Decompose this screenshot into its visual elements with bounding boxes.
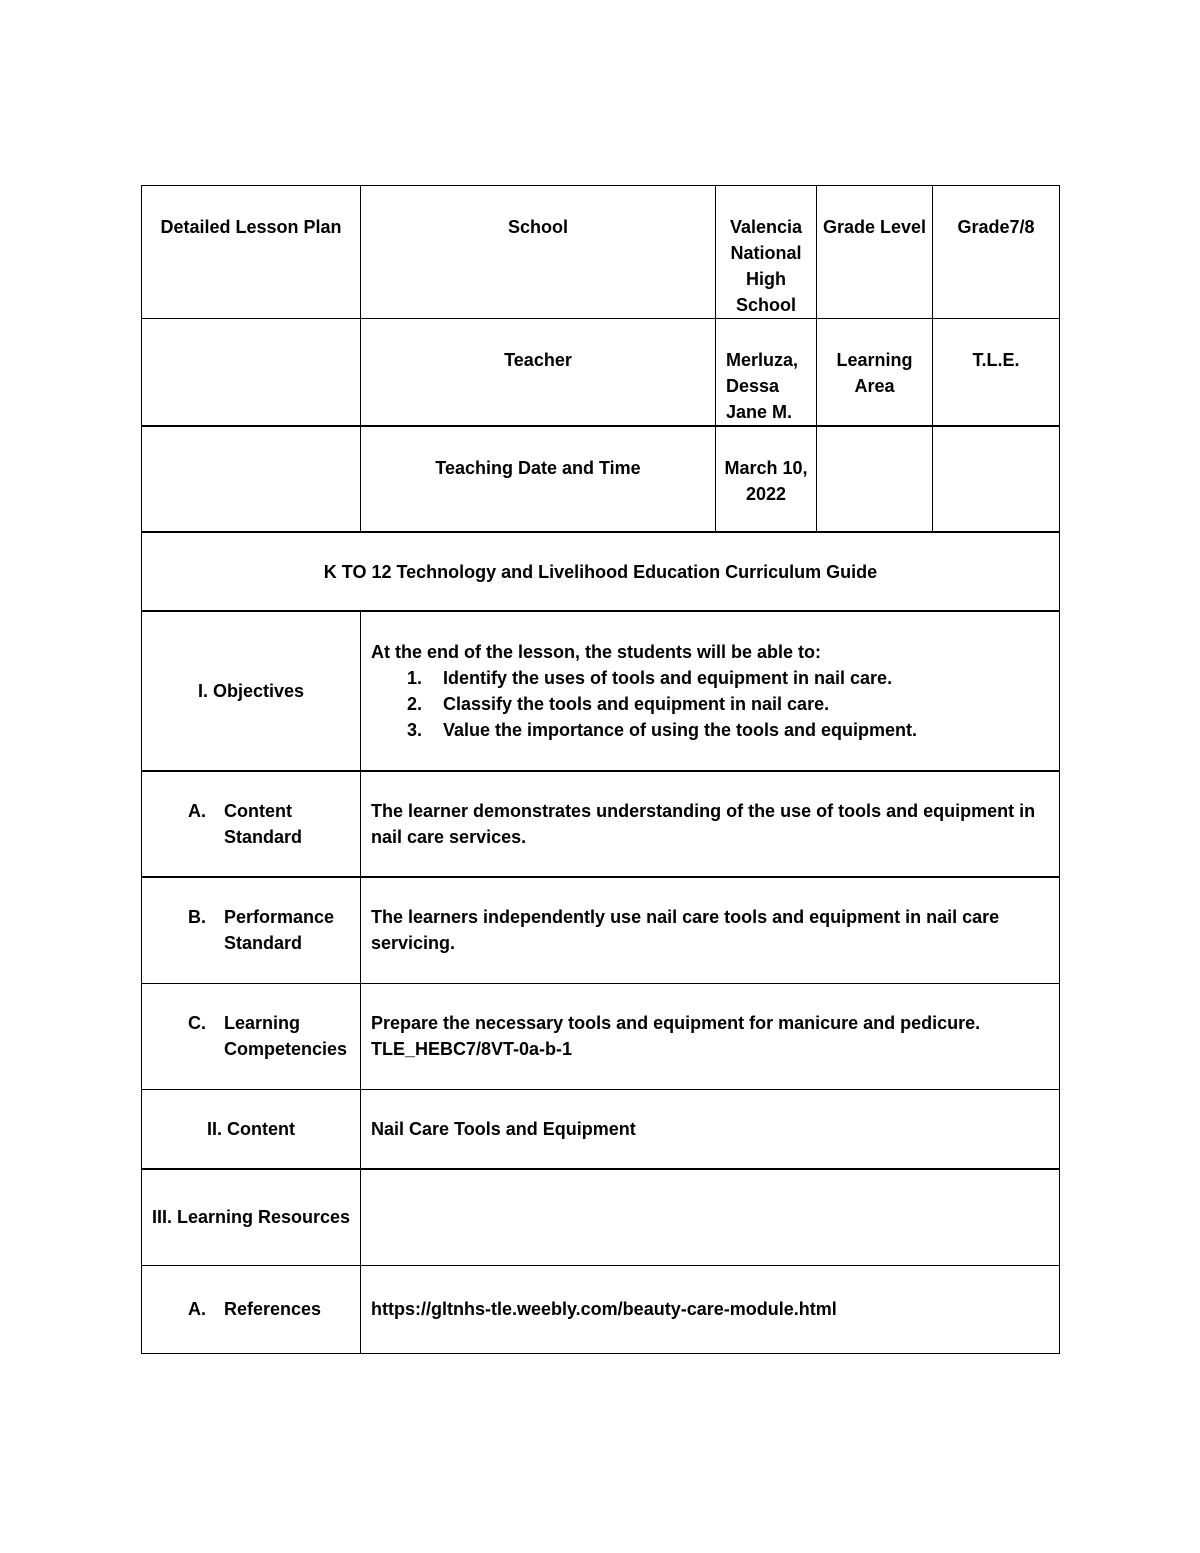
teacher-value: Merluza, Dessa Jane M.	[716, 319, 817, 427]
references-label: A. References	[142, 1265, 361, 1353]
learning-area-label: Learning Area	[817, 319, 933, 427]
references-value: https://gltnhs-tle.weebly.com/beauty-care-module.html	[361, 1265, 1060, 1353]
school-value: Valencia National High School	[716, 186, 817, 319]
performance-standard-label: B. Performance Standard	[142, 877, 361, 983]
grade-level-label: Grade Level	[817, 186, 933, 319]
objectives-intro: At the end of the lesson, the students will be able to:	[371, 642, 822, 662]
objectives-row	[142, 611, 1060, 771]
empty-cell	[817, 426, 933, 532]
performance-standard-row	[142, 877, 1060, 983]
teacher-label: Teacher	[361, 319, 716, 427]
lesson-plan-table	[141, 185, 1060, 1354]
performance-standard-value: The learners independently use nail care tools and equipment in nail care servicing.	[361, 877, 1060, 983]
date-label: Teaching Date and Time	[361, 426, 716, 532]
list-item: 2. Classify the tools and equipment in nail care.	[407, 694, 830, 714]
empty-cell	[142, 319, 361, 427]
learning-competencies-value: Prepare the necessary tools and equipment for manicure and pedicure. TLE_HEBC7/8VT-0a-b-1	[361, 983, 1060, 1089]
content-standard-value: The learner demonstrates understanding of the use of tools and equipment in nail care services.	[361, 771, 1060, 877]
content-standard-label: A. Content Standard	[142, 771, 361, 877]
objectives-label: I. Objectives	[142, 611, 361, 771]
content-value: Nail Care Tools and Equipment	[361, 1089, 1060, 1169]
learning-competencies-label: C. Learning Competencies	[142, 983, 361, 1089]
grade-level-value: Grade7/8	[933, 186, 1060, 319]
objectives-list	[371, 665, 1051, 743]
guide-row	[142, 532, 1060, 611]
empty-cell	[142, 426, 361, 532]
learning-resources-value	[361, 1169, 1060, 1265]
list-item: 3. Value the importance of using the tools and equipment.	[407, 720, 918, 740]
content-row	[142, 1089, 1060, 1169]
learning-area-value: T.L.E.	[933, 319, 1060, 427]
header-row-date	[142, 426, 1060, 532]
header-row-teacher	[142, 319, 1060, 427]
competency-code: TLE_HEBC7/8VT-0a-b-1	[371, 1039, 573, 1059]
content-standard-row	[142, 771, 1060, 877]
learning-competencies-row	[142, 983, 1060, 1089]
learning-resources-label: III. Learning Resources	[142, 1169, 361, 1265]
content-label: II. Content	[142, 1089, 361, 1169]
lesson-plan-title: Detailed Lesson Plan	[142, 186, 361, 319]
empty-cell	[933, 426, 1060, 532]
list-item: 1. Identify the uses of tools and equipment in nail care.	[407, 668, 893, 688]
curriculum-guide-title: K TO 12 Technology and Livelihood Education Curriculum Guide	[142, 532, 1060, 611]
header-row-school	[142, 186, 1060, 319]
date-value: March 10, 2022	[716, 426, 817, 532]
references-row	[142, 1265, 1060, 1353]
objectives-content	[361, 611, 1060, 771]
school-label: School	[361, 186, 716, 319]
learning-resources-row	[142, 1169, 1060, 1265]
